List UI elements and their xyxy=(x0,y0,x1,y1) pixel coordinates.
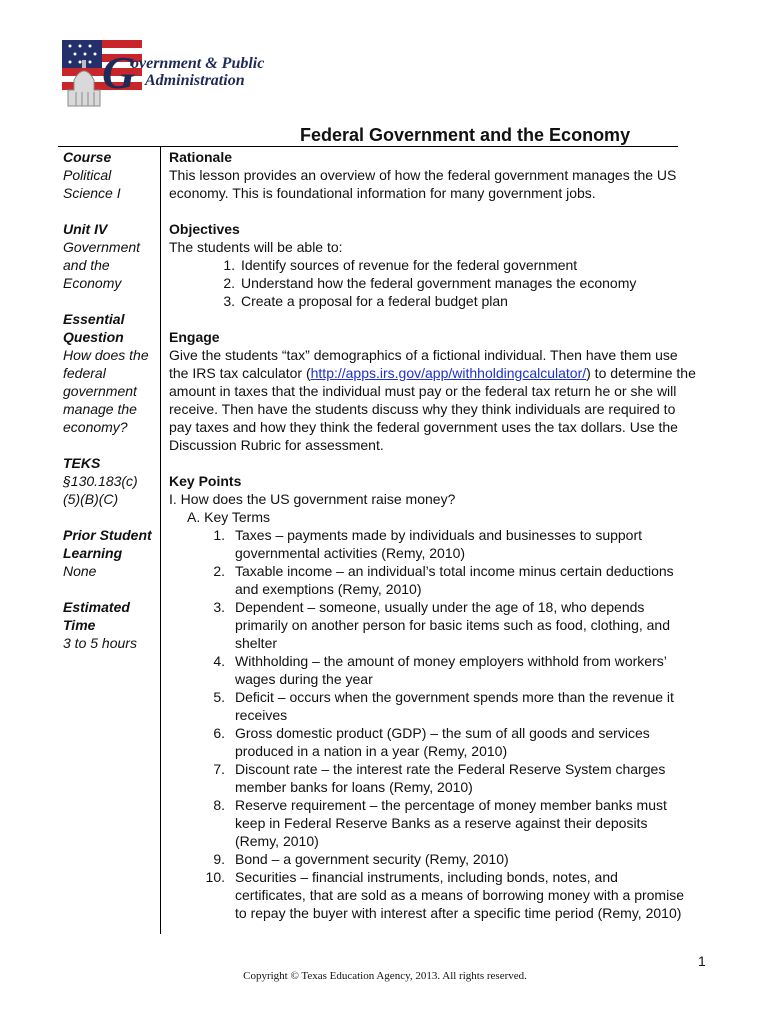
teks-label: TEKS xyxy=(63,455,101,471)
list-item xyxy=(169,760,699,796)
term-number: 2. xyxy=(213,563,225,579)
term-number: 9. xyxy=(213,851,225,867)
term-number: 8. xyxy=(213,797,225,813)
teks-value: §130.183(c) (5)(B)(C) xyxy=(63,473,138,507)
objective-item xyxy=(211,274,699,292)
list-item xyxy=(169,562,699,598)
course-label: Course xyxy=(63,149,112,165)
essential-question-label: Essential Question xyxy=(63,311,125,345)
key-points-section xyxy=(169,472,699,922)
objectives-heading: Objectives xyxy=(169,221,240,237)
column-divider xyxy=(160,146,161,934)
term-text: Securities – financial instruments, including bonds, notes, and certificates, that are sold as a means of borrowing money with a promise to repay the buyer with interest after a specific time period (Remy, 2010) xyxy=(235,869,684,921)
key-terms-list xyxy=(169,526,699,922)
term-number: 3. xyxy=(213,599,225,615)
list-item xyxy=(169,598,699,652)
page-title: Federal Government and the Economy xyxy=(300,125,631,145)
sidebar-course xyxy=(63,148,155,202)
logo-line1: overnment & Public xyxy=(131,55,265,72)
logo-wordmark xyxy=(131,55,264,89)
objective-text: Understand how the federal government manages the economy xyxy=(241,275,637,291)
estimated-time-value: 3 to 5 hours xyxy=(63,635,137,651)
sidebar-estimated-time xyxy=(63,598,155,652)
objective-number: 3. xyxy=(223,293,235,309)
objective-item xyxy=(211,292,699,310)
prior-learning-value: None xyxy=(63,563,97,579)
objective-text: Create a proposal for a federal budget plan xyxy=(241,293,508,309)
key-points-heading: Key Points xyxy=(169,473,242,489)
engage-text-before: Give the students “tax” demographics of a fictional individual. Then have them use the IRS tax calculator ( xyxy=(169,347,678,381)
term-text: Taxes – payments made by individuals and businesses to support governmental activities (Remy, 2010) xyxy=(235,527,643,561)
list-item xyxy=(169,868,699,922)
sidebar xyxy=(63,148,155,670)
essential-question-value: How does the federal government manage the economy? xyxy=(63,347,149,435)
sidebar-unit xyxy=(63,220,155,292)
term-text: Bond – a government security (Remy, 2010) xyxy=(235,851,509,867)
term-number: 7. xyxy=(213,761,225,777)
objectives-section xyxy=(169,220,699,310)
key-terms-subheading: A. Key Terms xyxy=(187,509,270,525)
term-text: Gross domestic product (GDP) – the sum of all goods and services produced in a nation in a year (Remy, 2010) xyxy=(235,725,650,759)
term-text: Withholding – the amount of money employers withhold from workers’ wages during the year xyxy=(235,653,667,687)
sidebar-teks xyxy=(63,454,155,508)
course-value: Political Science I xyxy=(63,167,121,201)
term-number: 6. xyxy=(213,725,225,741)
title-rule xyxy=(58,146,678,147)
list-item xyxy=(169,850,699,868)
objective-text: Identify sources of revenue for the federal government xyxy=(241,257,578,273)
list-item xyxy=(169,688,699,724)
irs-calculator-link[interactable]: http://apps.irs.gov/app/withholdingcalculator/ xyxy=(310,365,587,381)
prior-learning-label: Prior Student Learning xyxy=(63,527,152,561)
list-item xyxy=(169,652,699,688)
rationale-text: This lesson provides an overview of how the federal government manages the US economy. This is foundational information for many government jobs. xyxy=(169,167,677,201)
page-number: 1 xyxy=(698,953,706,969)
objective-item xyxy=(211,256,699,274)
objectives-intro: The students will be able to: xyxy=(169,239,343,255)
term-text: Deficit – occurs when the government spends more than the revenue it receives xyxy=(235,689,674,723)
objectives-list xyxy=(169,256,699,310)
term-text: Reserve requirement – the percentage of money member banks must keep in Federal Reserve Banks as a reserve against their deposits (Remy, 2010) xyxy=(235,797,667,849)
list-item xyxy=(169,526,699,562)
unit-value: Government and the Economy xyxy=(63,239,141,291)
term-text: Discount rate – the interest rate the Federal Reserve System charges member banks for loans (Remy, 2010) xyxy=(235,761,666,795)
term-number: 5. xyxy=(213,689,225,705)
estimated-time-label: Estimated Time xyxy=(63,599,130,633)
term-number: 1. xyxy=(213,527,225,543)
term-number: 4. xyxy=(213,653,225,669)
logo-line2: Administration xyxy=(145,72,245,89)
engage-heading: Engage xyxy=(169,329,220,345)
list-item xyxy=(169,796,699,850)
objective-number: 2. xyxy=(223,275,235,291)
engage-section xyxy=(169,328,699,454)
unit-label: Unit IV xyxy=(63,221,108,237)
engage-text xyxy=(169,346,699,454)
list-item xyxy=(169,724,699,760)
term-number: 10. xyxy=(205,869,225,885)
main-content xyxy=(169,148,699,940)
sidebar-prior-learning xyxy=(63,526,155,580)
engage-text-after: ) to determine the amount in taxes that the individual must pay or the federal tax return he or she will receive. Then have the students discuss why they think individuals are required to pay taxes and how they think the federal government uses the tax dollars. Use the Discussion Rubric for assessment. xyxy=(169,365,696,453)
term-text: Dependent – someone, usually under the age of 18, who depends primarily on another person for basic items such as food, clothing, and shelter xyxy=(235,599,671,651)
objective-number: 1. xyxy=(223,257,235,273)
copyright-footer: Copyright © Texas Education Agency, 2013. All rights reserved. xyxy=(243,970,527,982)
svg-text:G: G xyxy=(102,47,136,98)
rationale-heading: Rationale xyxy=(169,149,233,165)
term-text: Taxable income – an individual’s total income minus certain deductions and exemptions (Remy, 2010) xyxy=(235,563,674,597)
sidebar-essential-question xyxy=(63,310,155,436)
rationale-section xyxy=(169,148,699,202)
key-points-question: I. How does the US government raise money? xyxy=(169,491,456,507)
